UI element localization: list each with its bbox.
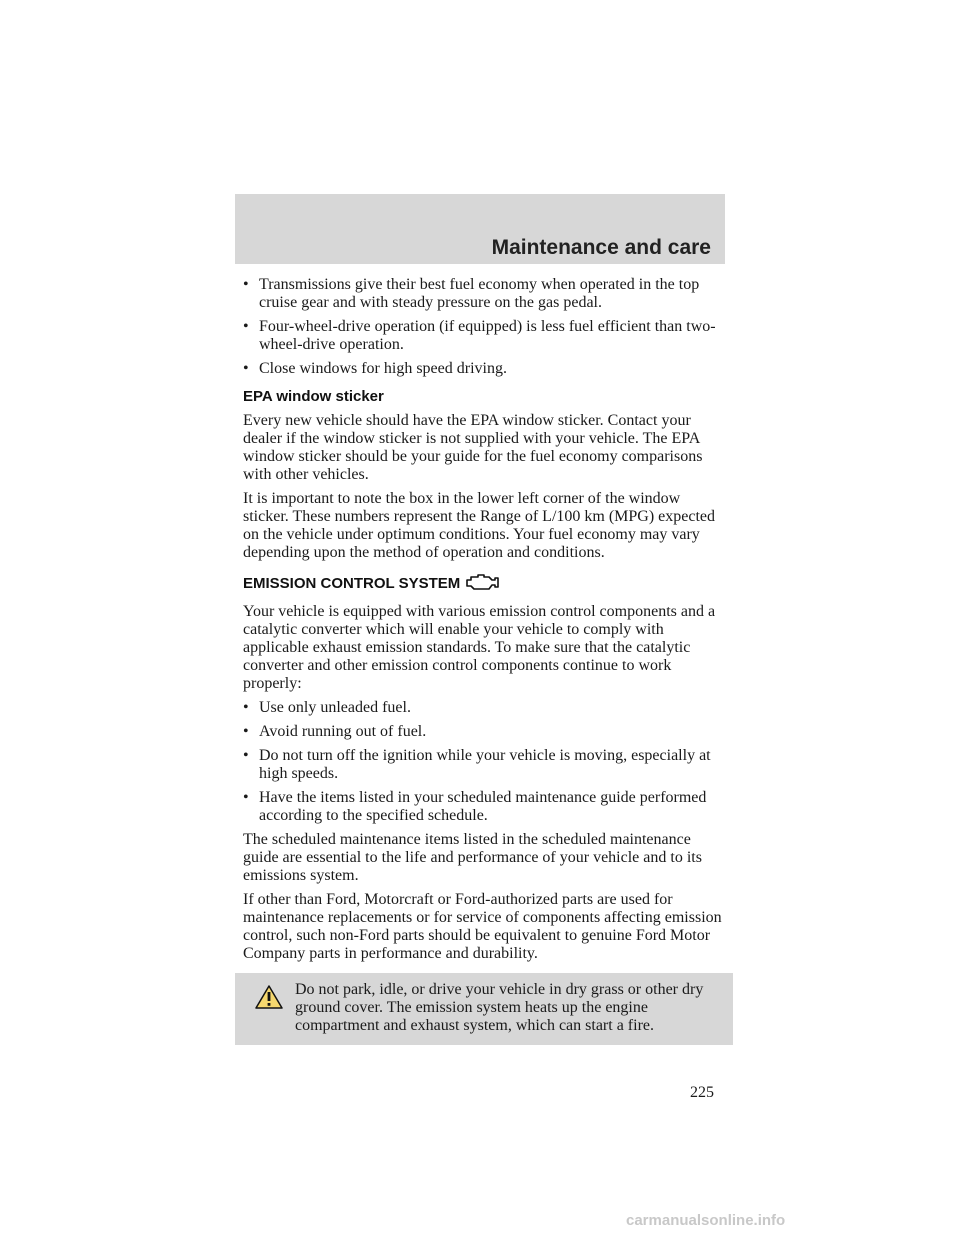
list-item: • Four-wheel-drive operation (if equipped) is less fuel efficient than two-wheel-drive operation. [243, 318, 716, 353]
bullet-text: Use only unleaded fuel. [259, 699, 411, 716]
page-content [243, 276, 725, 1045]
watermark: carmanualsonline.info [626, 1212, 786, 1229]
list-item: • Do not turn off the ignition while your vehicle is moving, especially at high speeds. [243, 747, 711, 782]
epa-paragraph-1: Every new vehicle should have the EPA window sticker. Contact your dealer if the window sticker is not supplied with your vehicle. The EPA window sticker should be your guide for the fuel economy comparisons with other vehicles. [243, 412, 703, 483]
epa-paragraph-2: It is important to note the box in the lower left corner of the window sticker. These numbers represent the Range of L/100 km (MPG) expected on the vehicle under optimum conditions. Your fuel economy may vary depending upon the method of operation and conditions. [243, 490, 716, 561]
list-item: • Close windows for high speed driving. [243, 360, 507, 377]
section-header-band [235, 194, 725, 264]
bullet-text: Have the items listed in your scheduled maintenance guide performed according to the specified schedule. [259, 789, 707, 824]
page-number: 225 [690, 1084, 714, 1101]
warning-triangle-icon [255, 985, 283, 1014]
bullet-text: Four-wheel-drive operation (if equipped) is less fuel efficient than two-wheel-drive operation. [259, 318, 716, 353]
bullet-text: Close windows for high speed driving. [259, 360, 507, 377]
warning-text: Do not park, idle, or drive your vehicle in dry grass or other dry ground cover. The emission system heats up the engine compartment and exhaust system, which can start a fire. [295, 981, 704, 1034]
section-title: Maintenance and care [491, 236, 711, 259]
emission-heading: EMISSION CONTROL SYSTEM [243, 572, 725, 597]
engine-icon [464, 572, 500, 597]
list-item: • Transmissions give their best fuel economy when operated in the top cruise gear and with steady pressure on the gas pedal. [243, 276, 700, 311]
list-item: • Use only unleaded fuel. [243, 699, 411, 716]
parts-paragraph: If other than Ford, Motorcraft or Ford-authorized parts are used for maintenance replacements or for service of components affecting emission control, such non-Ford parts should be equivalent to genuine Ford Motor Company parts in performance and durability. [243, 891, 722, 962]
maintenance-paragraph: The scheduled maintenance items listed in the scheduled maintenance guide are essential to the life and performance of your vehicle and to its emissions system. [243, 831, 702, 884]
bullet-text: Do not turn off the ignition while your vehicle is moving, especially at high speeds. [259, 747, 711, 782]
bullet-text: Avoid running out of fuel. [259, 723, 427, 740]
list-item: • Have the items listed in your scheduled maintenance guide performed according to the specified schedule. [243, 789, 707, 824]
list-item: • Avoid running out of fuel. [243, 723, 427, 740]
epa-heading: EPA window sticker [243, 388, 384, 405]
bullet-text: Transmissions give their best fuel economy when operated in the top cruise gear and with steady pressure on the gas pedal. [259, 276, 700, 311]
emission-intro: Your vehicle is equipped with various emission control components and a catalytic converter which will enable your vehicle to comply with applicable exhaust emission standards. To make sure that the catalytic converter and other emission control components continue to work properly: [243, 603, 716, 692]
warning-box [235, 973, 733, 1045]
